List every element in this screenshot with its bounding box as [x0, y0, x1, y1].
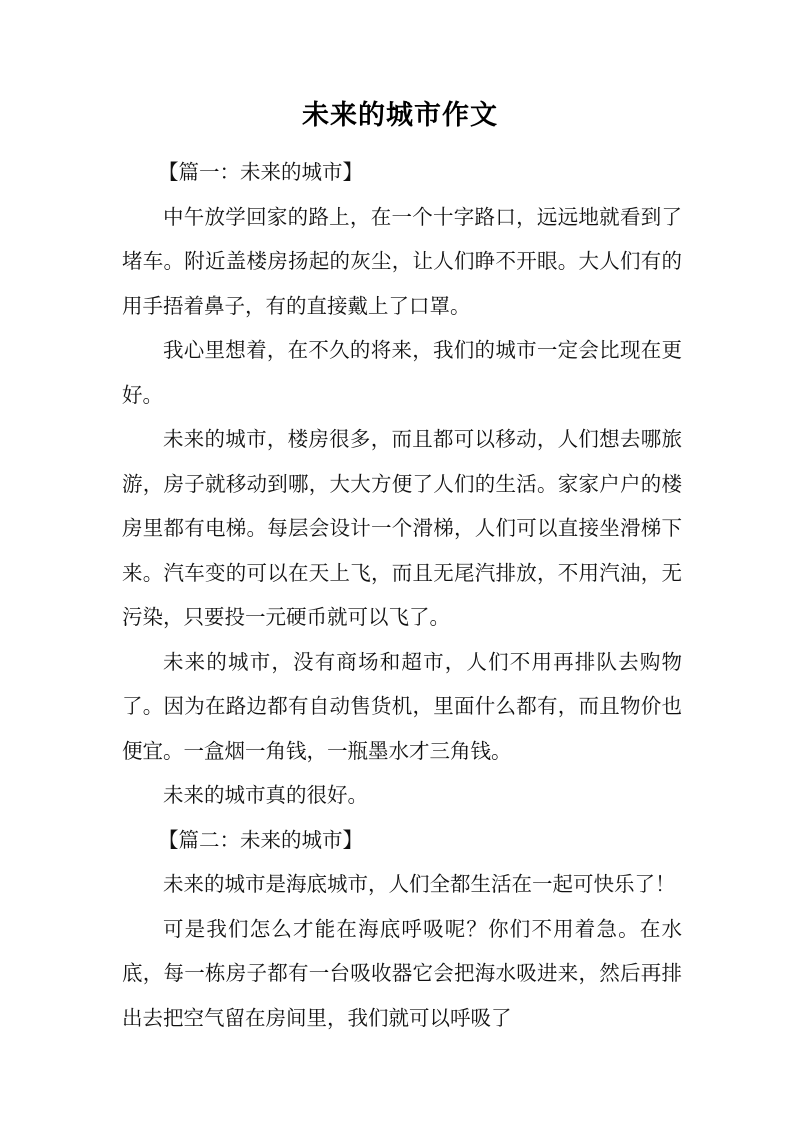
paragraph: 我心里想着，在不久的将来，我们的城市一定会比现在更好。 — [122, 338, 682, 407]
paragraph: 未来的城市，没有商场和超市，人们不用再排队去购物了。因为在路边都有自动售货机，里面什么都有，而且物价也便宜。一盒烟一角钱，一瓶墨水才三角钱。 — [122, 649, 682, 763]
paragraph: 中午放学回家的路上，在一个十字路口，远远地就看到了堵车。附近盖楼房扬起的灰尘，让人们睁不开眼。大人们有的用手捂着鼻子，有的直接戴上了口罩。 — [122, 204, 682, 318]
document-body — [122, 150, 682, 1040]
paragraph: 未来的城市是海底城市，人们全都生活在一起可快乐了！ — [163, 872, 676, 896]
section-heading-1: 【篇一：未来的城市】 — [158, 160, 363, 184]
document-title: 未来的城市作文 — [302, 100, 498, 131]
paragraph: 未来的城市真的很好。 — [163, 783, 368, 807]
paragraph: 可是我们怎么才能在海底呼吸呢？你们不用着急。在水底，每一栋房子都有一台吸收器它会把海水吸进来，然后再排出去把空气留在房间里，我们就可以呼吸了 — [122, 916, 682, 1030]
paragraph: 未来的城市，楼房很多，而且都可以移动，人们想去哪旅游，房子就移动到哪，大大方便了人们的生活。家家户户的楼房里都有电梯。每层会设计一个滑梯，人们可以直接坐滑梯下来。汽车变的可以在天上飞，而且无尾汽排放，不用汽油，无污染，只要投一元硬币就可以飞了。 — [122, 427, 682, 629]
section-heading-2: 【篇二：未来的城市】 — [158, 827, 363, 852]
